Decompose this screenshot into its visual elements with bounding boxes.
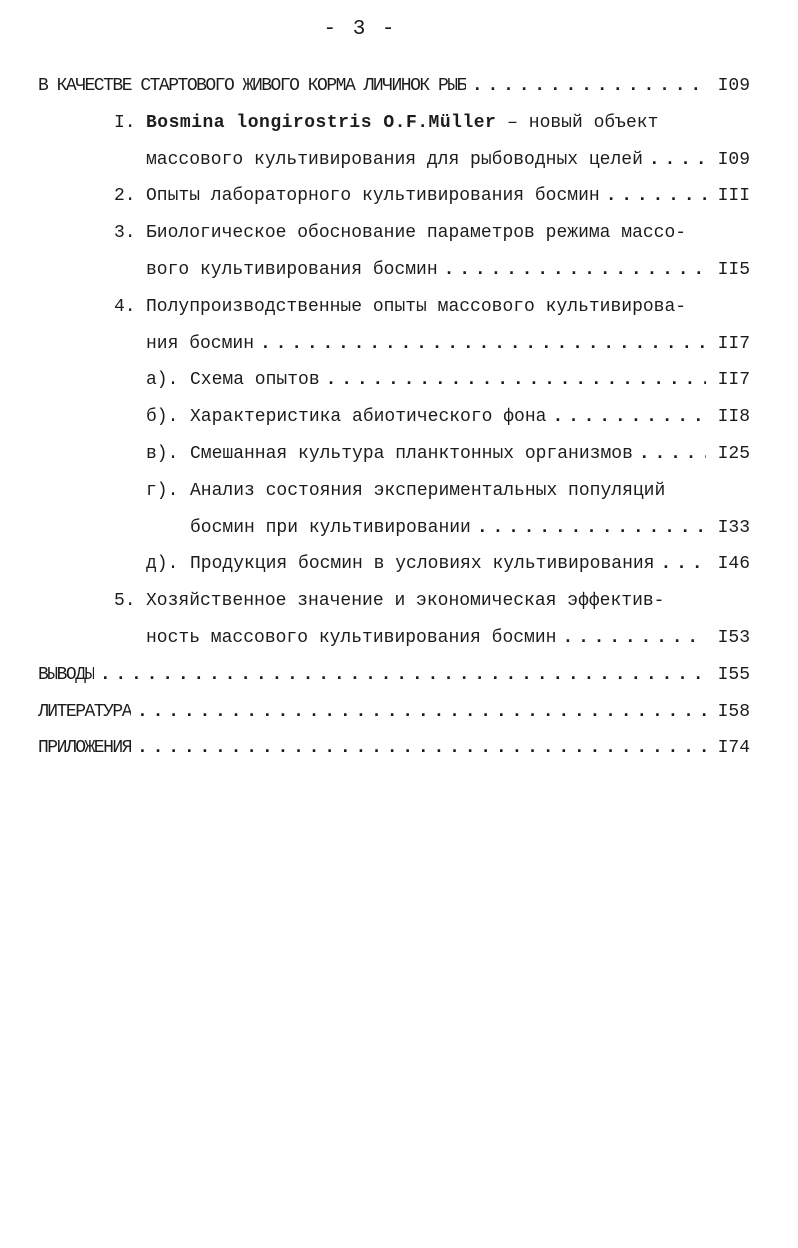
- latin-species-name: Bosmina longirostris O.F.Müller: [146, 112, 497, 133]
- toc-subentry: [38, 362, 750, 399]
- toc-entry: [38, 68, 750, 105]
- dot-leader: [639, 436, 706, 473]
- toc-entry-number: I.: [114, 112, 136, 133]
- toc-subentry: [38, 436, 750, 473]
- toc-entry-number: б).: [146, 407, 179, 428]
- toc-entry-continuation: [38, 252, 750, 289]
- toc-entry-number: 3.: [114, 223, 136, 244]
- toc-entry-continuation: [38, 142, 750, 179]
- dot-leader: [660, 546, 706, 583]
- toc-entry-number: 2.: [114, 186, 136, 207]
- toc-entry-title: босмин при культивировании: [190, 517, 471, 538]
- toc-entry-title: Биологическое обоснование параметров режима массо-: [146, 223, 687, 244]
- toc-entry-title: вого культивирования босмин: [146, 259, 438, 280]
- toc-entry: [38, 215, 750, 252]
- toc-page-number: I46: [717, 554, 750, 575]
- toc-entry-title: ПРИЛОЖЕНИЯ: [38, 738, 132, 759]
- toc-page-number: I58: [717, 701, 750, 722]
- toc-page-number: I55: [717, 664, 750, 685]
- toc-entry-number: 5.: [114, 591, 136, 612]
- dot-leader: [326, 362, 706, 399]
- dot-leader: [562, 620, 706, 657]
- toc-entry: [38, 178, 750, 215]
- dot-leader: [137, 694, 706, 731]
- toc-entry-title: Характеристика абиотического фона: [190, 407, 547, 428]
- toc-entry-number: а).: [146, 370, 179, 391]
- toc-entry: [38, 730, 750, 767]
- toc-entry-title: ВЫВОДЫ: [38, 664, 94, 685]
- page-number: - 3 -: [323, 18, 397, 41]
- dot-leader: [100, 657, 706, 694]
- toc-entry-title: Анализ состояния экспериментальных популяций: [190, 480, 666, 501]
- dot-leader: [137, 730, 706, 767]
- toc-subentry: [38, 546, 750, 583]
- toc-entry-title: ность массового культивирования босмин: [146, 627, 557, 648]
- toc-entry-number: 4.: [114, 296, 136, 317]
- dot-leader: [444, 252, 706, 289]
- toc-entry-continuation: [38, 326, 750, 363]
- dot-leader: [649, 142, 706, 179]
- toc-page-number: III: [717, 186, 750, 207]
- toc-page-number: II5: [717, 259, 750, 280]
- toc-entry-title: Схема опытов: [190, 370, 320, 391]
- toc-entry-title: ния босмин: [146, 333, 255, 354]
- toc-entry-number: в).: [146, 443, 179, 464]
- toc-entry: [38, 694, 750, 731]
- toc-page-number: II8: [717, 407, 750, 428]
- toc-entry-title: Хозяйственное значение и экономическая эффектив-: [146, 591, 665, 612]
- toc-entry-continuation: [38, 510, 750, 547]
- toc-entry: [38, 105, 750, 142]
- toc-entry-number: д).: [146, 554, 179, 575]
- dot-leader: [477, 510, 706, 547]
- toc-entry-title: ЛИТЕРАТУРА: [38, 701, 132, 722]
- toc-entry-title: В КАЧЕСТВЕ СТАРТОВОГО ЖИВОГО КОРМА ЛИЧИНОК РЫБ: [38, 76, 466, 96]
- toc-entry-title: Смешанная культура планктонных организмов: [190, 443, 633, 464]
- toc-page-number: I74: [717, 738, 750, 759]
- toc-entry: [38, 657, 750, 694]
- toc-page-number: I09: [717, 149, 750, 170]
- toc-subentry: [38, 399, 750, 436]
- toc-entry: [38, 583, 750, 620]
- dot-leader: [606, 178, 706, 215]
- dot-leader: [472, 68, 706, 105]
- toc-entry: [38, 289, 750, 326]
- dot-leader: [552, 399, 706, 436]
- toc-entry-continuation: [38, 620, 750, 657]
- toc-entry-title: Опыты лабораторного культивирования босмин: [146, 186, 600, 207]
- dot-leader: [260, 326, 706, 363]
- toc-entry-title: Полупроизводственные опыты массового культивирова-: [146, 296, 687, 317]
- toc-page-number: I33: [717, 517, 750, 538]
- toc-subentry: [38, 473, 750, 510]
- toc-page-number: I25: [717, 443, 750, 464]
- toc-entry-title: массового культивирования для рыбоводных целей: [146, 149, 643, 170]
- toc-entry-number: г).: [146, 480, 179, 501]
- toc-entry-title: [146, 105, 658, 142]
- table-of-contents: [38, 68, 750, 767]
- toc-page-number: I09: [717, 76, 750, 96]
- toc-page-number: II7: [717, 370, 750, 391]
- toc-page-number: I53: [717, 627, 750, 648]
- toc-entry-title-rest: – новый объект: [496, 112, 659, 133]
- toc-entry-title: Продукция босмин в условиях культивирования: [190, 554, 655, 575]
- toc-page-number: II7: [717, 333, 750, 354]
